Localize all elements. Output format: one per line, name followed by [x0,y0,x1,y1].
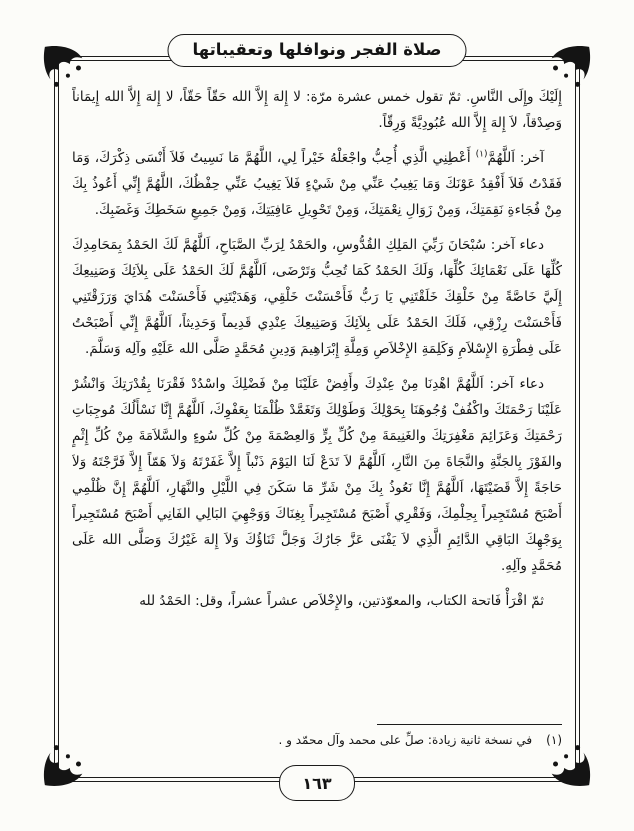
paragraph: ثمّ اقْرَأْ فَاتحة الكتاب، والمعوّذتين، والإِخْلاَص عشراً عشراً، وقل: الحَمْدُ لله [139,593,544,609]
floral-corner-ornament-icon [544,740,592,788]
paragraph: إِلَيْكَ وإِلَى النَّاسِ. ثمّ تقول خمس عشرة مرّة: لا إِلهَ إِلاَّ الله حَقّاً حَقّاً، لا إِلهَ إِلاَّ الله إِيمَاناً وَصِدْقاً، لاَ إِلهَ إِلاَّ الله عُبُودِيَّةً وَرِقّاً. [72,89,562,131]
floral-corner-ornament-icon [42,44,90,92]
footnote-marker: (١) [546,733,562,747]
paragraph: دعاء آخر: سُبْحَانَ رَبِّيَ المَلِكِ القُدُّوسِ، والحَمْدُ لِرَبِّ الصَّبَاحِ، اَللَّهُمَّ لَكَ الحَمْدُ بِمَحَامِدِكَ كُلِّهَا عَلَى نَعْمَائِكَ كُلِّهَا، وَلَكَ الحَمْدُ كَمَا تُحِبُّ وَتَرْضَى، اَللَّهُمَّ لَكَ الحَمْدُ عَلَى بِلاَئِكَ وَصَنِيعِكَ إِلَيَّ خَاصَّةً مِنْ خَلْقِكَ خَلَقْتَنِي يَا رَبُّ فَأَحْسَنْتَ خَلْقِي، وَهَدَيْتَنِي فَأَحْسَنْتَ هُدَايَ وَرَزَقْتَنِي فَأَحْسَنْتَ رِزْقِي، فَلَكَ الحَمْدُ عَلَى بِلاَئِكَ وَصَنِيعِكَ عِنْدِي قَدِيماً وَحَدِيثاً، اَللَّهُمَّ إِنِّي أَصْبَحْتُ عَلَى فِطْرَةِ الإِسْلاَمِ وَكَلِمَةِ الإِخْلاَصِ وَمِلَّةِ إِبْرَاهِيمَ وَدِينِ مُحَمَّدٍ صَلَّى الله عَلَيْهِ وآلِه وَسَلَّمَ. [72,237,562,357]
footnote-reference: (١) [475,149,488,160]
chapter-title-cartouche [168,34,467,67]
footnote-text: في نسخة ثانية زيادة: صلِّ على محمد وآل محمّد و . [278,733,533,747]
page-number-cartouche [279,765,355,801]
paragraph-text: أَعْطِنِي الَّذِي أُحِبُّ واجْعَلْهُ خَيْراً لِي، اللَّهُمَّ مَا نَسِيتُ فَلاَ أَنْسَى ذِكْرَكَ، وَمَا فَقَدْتُ فَلاَ أَفْقِدُ عَوْنَكَ وَمَا يَغِيبُ عَنِّي مِنْ شَيْءٍ فَلاَ يَغِيبُ عَنِّي حِفْظُكَ، اللَّهُمَّ إِنِّي أَعُوذُ بِكَ مِنْ فُجَاءةِ نَقِمَتِكَ، وَمِنْ زَوَالِ نِعْمَتِكَ، وَمِنْ تَحْوِيلِ عَافِيَتِكَ، وَمِنْ جَمِيعِ سَخَطِكَ وَغَضَبِكَ. [72,150,562,218]
footnote-area [72,724,562,749]
footnote [72,731,562,749]
footnote-separator [377,724,562,725]
floral-corner-ornament-icon [544,44,592,92]
body-text-area [72,84,562,720]
paragraph-text: آخر: اَللَّهُمَّ [487,150,544,166]
page-number: ١٦٣ [302,773,332,793]
paragraph [72,145,562,223]
chapter-title: صلاة الفجر ونوافلها وتعقيباتها [192,40,442,59]
floral-corner-ornament-icon [42,740,90,788]
paragraph: دعاء آخر: اَللَّهُمَّ اهْدِنَا مِنْ عِنْدِكَ وأَفِضْ عَلَيْنَا مِنْ فَضْلِكَ واسْدُدْ فَقْرَنَا بِقُدْرَتِكَ وَانْشُرْ عَلَيْنَا رَحْمَتَكَ واكْفُفْ وُجُوهَنَا بِحَوْلِكَ وَطَوْلِكَ وَتَغَمَّدْ ظُلْمَنَا بِعَفْوِكَ، اَللَّهُمَّ إِنَّا نَسْأَلُكَ مُوجِبَاتِ رَحْمَتِكَ وَعَزَائِمَ مَغْفِرَتِكَ والغَنِيمَةَ مِنْ كُلِّ بِرٍّ وَالعِصْمَةَ مِنْ كُلِّ سُوءٍ والسَّلاَمَةَ مِنْ كُلِّ إِثْمٍ والفَوْزَ بِالجَنَّةِ والنَّجَاةَ مِنَ النَّارِ، اَللَّهُمَّ لاَ تَدَعْ لَنَا اليَوْمَ ذَنْباً إِلاَّ غَفَرْتَهُ وَلاَ هَمّاً إِلاَّ فَرَّجْتَهُ وَلاَ حَاجَةً إِلاَّ قَضَيْتَهَا، اَللَّهُمَّ إِنَّا نَعُوذُ بِكَ مِنْ شَرِّ مَا سَكَنَ فِي اللَّيْلِ والنَّهَارِ، اَللَّهُمَّ إِنَّ ظُلْمِي أَصْبَحَ مُسْتَجِيراً بِحِلْمِكَ، وَفَقْرِي أَصْبَحَ مُسْتَجِيراً بِغِنَاكَ وَوَجْهِيَ البَالِي الفَانِي أَصْبَحَ مُسْتَجِيراً بِوَجْهِكَ البَاقِي الدَّائِمِ الَّذِي لاَ يَفْنَى عَزَّ جَارُكَ وَجَلَّ ثَنَاؤُكَ وَلاَ إِلهَ غَيْرُكَ وَصَلَّى الله عَلَى مُحَمَّدٍ وآلِهِ. [72,376,562,574]
